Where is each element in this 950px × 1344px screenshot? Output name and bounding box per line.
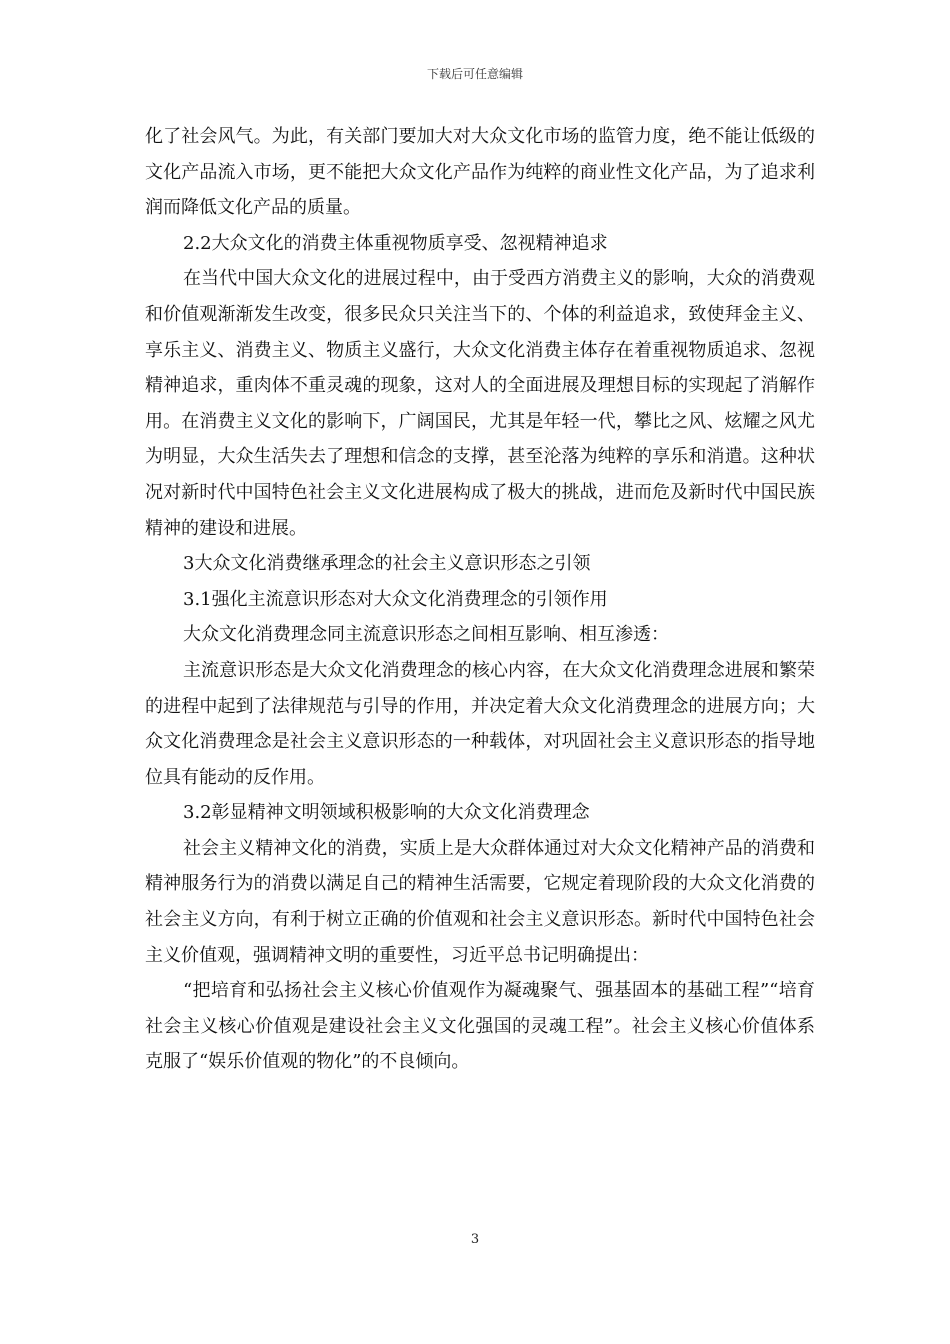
page-number: 3 xyxy=(470,1232,480,1247)
body-paragraph: 在当代中国大众文化的进展过程中，由于受西方消费主义的影响，大众的消费观和价值观渐渐发生改变，很多民众只关注当下的、个体的利益追求，致使拜金主义、享乐主义、消费主义、物质主义盛行，大众文化消费主体存在着重视物质追求、忽视精神追求，重肉体不重灵魂的现象，这对人的全面进展及理想目标的实现起了消解作用。在消费主义文化的影响下，广阔国民，尤其是年轻一代，攀比之风、炫耀之风尤为明显，大众生活失去了理想和信念的支撑，甚至沦落为纯粹的享乐和消遣。这种状况对新时代中国特色社会主义文化进展构成了极大的挑战，进而危及新时代中国民族精神的建设和进展。 xyxy=(145,268,815,539)
page-header: 下载后可任意编辑 xyxy=(426,67,523,81)
section-heading: 3.2彰显精神文明领域积极影响的大众文化消费理念 xyxy=(183,802,590,824)
section-heading: 2.2大众文化的消费主体重视物质享受、忽视精神追求 xyxy=(183,232,608,254)
body-paragraph: 主流意识形态是大众文化消费理念的核心内容，在大众文化消费理念进展和繁荣的进程中起到了法律规范与引导的作用，并决定着大众文化消费理念的进展方向；大众文化消费理念是社会主义意识形态的一种载体，对巩固社会主义意识形态的指导地位具有能动的反作用。 xyxy=(145,659,815,788)
body-paragraph: 社会主义精神文化的消费，实质上是大众群体通过对大众文化精神产品的消费和精神服务行为的消费以满足自己的精神生活需要，它规定着现阶段的大众文化消费的社会主义方向，有利于树立正确的价值观和社会主义意识形态。新时代中国特色社会主义价值观，强调精神文明的重要性，习近平总书记明确提出： xyxy=(145,837,815,966)
section-heading: 3大众文化消费继承理念的社会主义意识形态之引领 xyxy=(183,553,591,575)
quote-paragraph: “把培育和弘扬社会主义核心价值观作为凝魂聚气、强基固本的基础工程”“培育社会主义核心价值观是建设社会主义文化强国的灵魂工程”。社会主义核心价值体系克服了“娱乐价值观的物化”的不良倾向。 xyxy=(145,980,815,1073)
document-body xyxy=(145,119,815,1080)
body-paragraph: 大众文化消费理念同主流意识形态之间相互影响、相互渗透： xyxy=(183,624,669,646)
body-paragraph: 化了社会风气。为此，有关部门要加大对大众文化市场的监管力度，绝不能让低级的文化产品流入市场，更不能把大众文化产品作为纯粹的商业性文化产品，为了追求利润而降低文化产品的质量。 xyxy=(145,126,815,219)
section-heading: 3.1强化主流意识形态对大众文化消费理念的引领作用 xyxy=(183,588,608,610)
